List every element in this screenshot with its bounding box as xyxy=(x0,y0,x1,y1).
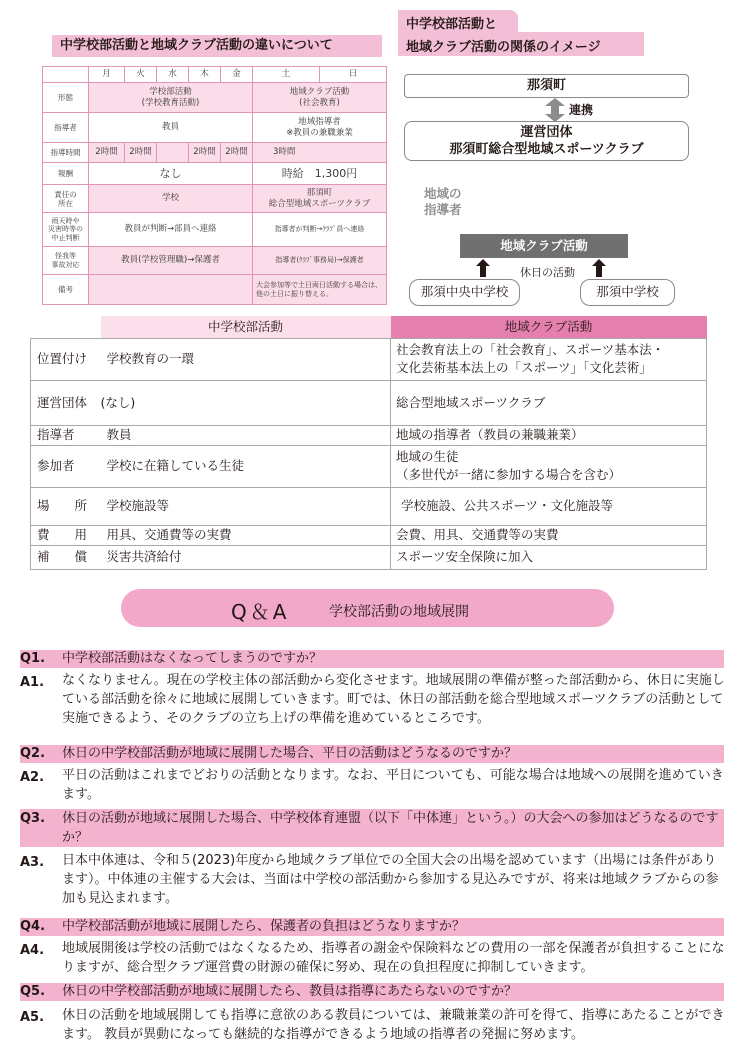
weekday-cell: 学校 xyxy=(89,185,253,213)
question-number: Q2. xyxy=(20,746,46,761)
weekend-cell: 地域クラブ活動 (社会教育) xyxy=(253,83,387,113)
link-arrow-icon xyxy=(544,98,566,122)
day-sun: 日 xyxy=(320,67,387,83)
weekend-cell: 指導者が判断→ｸﾗﾌﾞ員へ連絡 xyxy=(253,213,387,247)
hours-cell: 2時間 xyxy=(125,143,157,163)
question-number: Q1. xyxy=(20,651,46,666)
table-row xyxy=(31,380,707,425)
link-label: 連携 xyxy=(569,103,594,117)
weekend-cell: 指導者(ｸﾗﾌﾞ事務局)→保護者 xyxy=(253,247,387,275)
answer-text: なくなりません。現在の学校主体の部活動から変化させます。地域展開の準備が整った部活動から、休日に実施している部活動を徐々に地域に展開していきます。町では、休日の部活動を総合型地域スポーツクラブの活動として実施できるよう、そのクラブの立ち上げの準備を進めているところです。 xyxy=(62,673,725,726)
answer-block xyxy=(20,766,724,806)
weekday-cell: なし xyxy=(89,163,253,185)
answer-number: A2. xyxy=(20,770,45,785)
weekday-cell: 教員が判断→部員へ連絡 xyxy=(89,213,253,247)
table-row xyxy=(43,247,387,275)
local-instructor-label: 地域の 指導者 xyxy=(424,186,462,217)
question-row xyxy=(20,745,724,763)
corner-cell xyxy=(43,67,89,83)
answer-number: A3. xyxy=(20,855,45,870)
question-row xyxy=(20,809,724,847)
school-cell: 学校に在籍している生徒 xyxy=(101,445,391,487)
school-box-nasu: 那須中学校 xyxy=(580,279,675,306)
row-label: 運営団体 xyxy=(31,380,101,425)
row-label: 位置付け xyxy=(31,338,101,380)
answer-block xyxy=(20,1006,724,1046)
answer-text: 平日の活動はこれまでどおりの活動となります。なお、平日についても、可能な場合は地域への展開を進めていきます。 xyxy=(62,768,724,802)
header-school: 中学校部活動 xyxy=(101,316,391,338)
org-line1: 運営団体 xyxy=(520,125,573,140)
school-cell: 学校教育の一環 xyxy=(101,338,391,380)
hours-cell xyxy=(157,143,189,163)
header-club: 地域クラブ活動 xyxy=(391,316,707,338)
answer-number: A5. xyxy=(20,1010,45,1025)
answer-block xyxy=(20,939,724,979)
holiday-activity-label: 休日の活動 xyxy=(520,266,575,279)
weekend-hours-cell: 3時間 xyxy=(253,143,387,163)
qa-title: 学校部活動の地域展開 xyxy=(329,604,469,620)
weekend-cell: 大会参加等で土日両日活動する場合は、他の土日に振り替える。 xyxy=(253,275,387,305)
qa-header xyxy=(121,589,614,627)
schedule-comparison-table xyxy=(42,66,387,305)
weekend-cell: 那須町 総合型地域スポーツクラブ xyxy=(253,185,387,213)
school-cell: 教員 xyxy=(101,425,391,445)
up-arrow-icon xyxy=(592,259,606,277)
hours-cell: 2時間 xyxy=(221,143,253,163)
row-label: 指導者 xyxy=(31,425,101,445)
table-header-row xyxy=(31,316,707,338)
table-row xyxy=(43,113,387,143)
comparison-title: 中学校部活動と地域クラブ活動の違いについて xyxy=(52,35,382,57)
question-number: Q4. xyxy=(20,919,46,934)
table-row xyxy=(31,338,707,380)
qa-mark: Q＆A xyxy=(231,600,290,624)
club-cell: 地域の生徒 （多世代が一緒に参加する場合を含む） xyxy=(391,445,707,487)
table-row xyxy=(31,545,707,569)
weekday-cell: 教員(学校管理職)→保護者 xyxy=(89,247,253,275)
table-row xyxy=(43,83,387,113)
day-tue: 火 xyxy=(125,67,157,83)
question-row xyxy=(20,918,724,936)
day-thu: 木 xyxy=(189,67,221,83)
row-label: 報酬 xyxy=(43,163,89,185)
answer-block xyxy=(20,851,724,911)
day-fri: 金 xyxy=(221,67,253,83)
club-cell: 社会教育法上の「社会教育」、スポーツ基本法・ 文化芸術基本法上の「スポーツ」「文化芸術」 xyxy=(391,338,707,380)
weekend-cell: 時給 1,300円 xyxy=(253,163,387,185)
club-cell: 総合型地域スポーツクラブ xyxy=(391,380,707,425)
row-label: 形態 xyxy=(43,83,89,113)
table-row xyxy=(43,213,387,247)
main-comparison-table xyxy=(30,316,707,570)
table-row xyxy=(43,275,387,305)
operating-org-box xyxy=(404,121,689,161)
hours-cell: 2時間 xyxy=(189,143,221,163)
answer-text: 地域展開後は学校の活動ではなくなるため、指導者の謝金や保険料などの費用の一部を保護者が負担することになりますが、総合型クラブ運営費の財源の確保に努め、現在の負担程度に抑制していきます。 xyxy=(62,941,725,975)
day-sat: 土 xyxy=(253,67,320,83)
org-line2: 那須町総合型地域スポーツクラブ xyxy=(449,142,644,157)
table-row xyxy=(43,163,387,185)
relation-title-line2: 地域クラブ活動の関係のイメージ xyxy=(406,40,601,55)
row-label: 補 償 xyxy=(31,545,101,569)
row-label: 参加者 xyxy=(31,445,101,487)
table-row xyxy=(31,425,707,445)
school-box-nasu-chuo: 那須中央中学校 xyxy=(409,279,520,306)
club-cell: スポーツ安全保険に加入 xyxy=(391,545,707,569)
hours-cell: 2時間 xyxy=(89,143,125,163)
question-row xyxy=(20,650,724,668)
school-cell: 用具、交通費等の実費 xyxy=(101,525,391,545)
club-cell: 学校施設、公共スポーツ・文化施設等 xyxy=(391,487,707,525)
row-label: 場 所 xyxy=(31,487,101,525)
question-text: 中学校部活動が地域に展開したら、保護者の負担はどうなりますか？ xyxy=(62,919,466,934)
up-arrow-icon xyxy=(476,259,490,277)
table-row xyxy=(43,185,387,213)
row-label: 費 用 xyxy=(31,525,101,545)
relation-title-line1: 中学校部活動と xyxy=(406,17,498,32)
club-activity-bar: 地域クラブ活動 xyxy=(460,234,628,258)
row-label: 責任の 所在 xyxy=(43,185,89,213)
row-label: 指導時間 xyxy=(43,143,89,163)
question-number: Q3. xyxy=(20,811,46,826)
day-wed: 水 xyxy=(157,67,189,83)
question-text: 中学校部活動はなくなってしまうのですか？ xyxy=(62,651,323,666)
relation-title xyxy=(398,10,644,56)
question-text: 休日の中学校部活動が地域に展開した場合、平日の活動はどうなるのですか？ xyxy=(62,746,518,761)
question-text: 休日の活動が地域に展開した場合、中学校体育連盟（以下「中体連」という。）の大会への参加はどうなるのですか？ xyxy=(62,811,719,845)
table-row xyxy=(31,445,707,487)
weekday-cell: 教員 xyxy=(89,113,253,143)
day-header-row xyxy=(43,67,387,83)
weekday-cell xyxy=(89,275,253,305)
school-cell: 災害共済給付 xyxy=(101,545,391,569)
school-cell: 学校施設等 xyxy=(101,487,391,525)
header-blank xyxy=(31,316,101,338)
club-cell: 地域の指導者（教員の兼職兼業） xyxy=(391,425,707,445)
row-label: 雨天時や 災害時等の 中止判断 xyxy=(43,213,89,247)
table-row xyxy=(31,525,707,545)
club-cell: 会費、用具、交通費等の実費 xyxy=(391,525,707,545)
answer-number: A1. xyxy=(20,675,45,690)
question-number: Q5. xyxy=(20,984,46,999)
town-box: 那須町 xyxy=(404,74,689,98)
answer-block xyxy=(20,671,724,733)
day-mon: 月 xyxy=(89,67,125,83)
question-text: 休日の中学校部活動が地域に展開したら、教員は指導にあたらないのですか？ xyxy=(62,984,518,999)
row-label: 備考 xyxy=(43,275,89,305)
answer-number: A4. xyxy=(20,943,45,958)
row-label: 指導者 xyxy=(43,113,89,143)
weekend-cell: 地域指導者 ※教員の兼職兼業 xyxy=(253,113,387,143)
answer-text: 休日の活動を地域展開しても指導に意欲のある教員については、兼職兼業の許可を得て、指導にあたることができます。 教員が異動になっても継続的な指導ができるよう地域の指導者の発掘に努めます。 xyxy=(62,1008,725,1042)
school-cell: (なし) xyxy=(101,380,391,425)
table-row xyxy=(31,487,707,525)
question-row xyxy=(20,983,724,1001)
table-row xyxy=(43,143,387,163)
weekday-cell: 学校部活動 (学校教育活動) xyxy=(89,83,253,113)
row-label: 怪我等 事故対応 xyxy=(43,247,89,275)
answer-text: 日本中体連は、令和５(2023)年度から地域クラブ単位での全国大会の出場を認めています（出場には条件があります）。中体連の主催する大会は、当面は中学校の部活動から参加する見込みですが、将来は地域クラブからの参加も見込まれます。 xyxy=(62,853,719,906)
